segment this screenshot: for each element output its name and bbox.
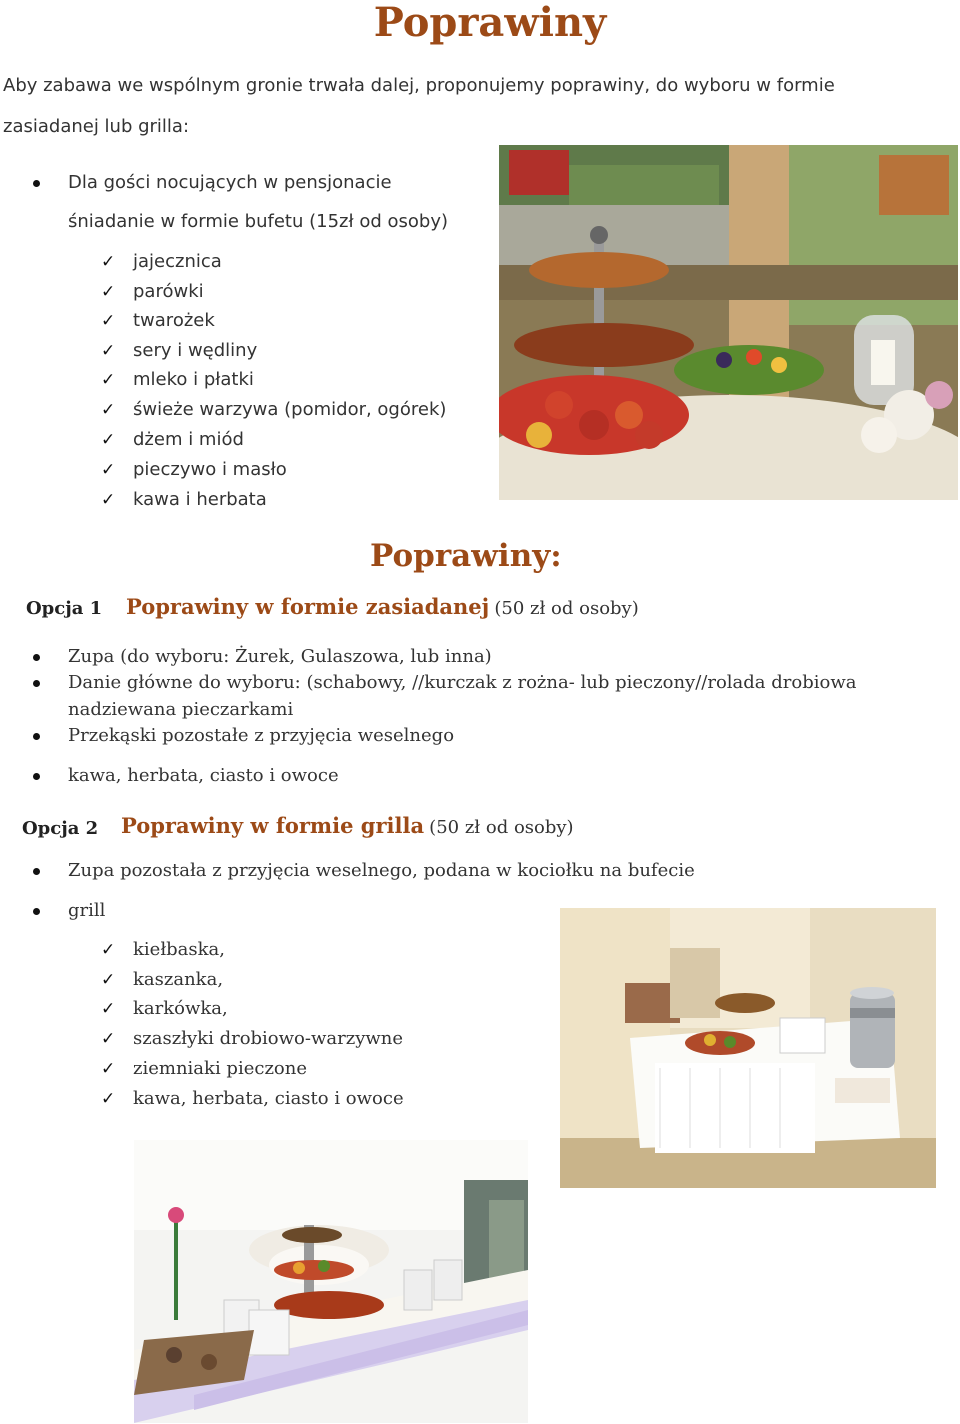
section-heading: Poprawiny: — [370, 538, 562, 574]
option2-item: Zupa pozostała z przyjęcia weselnego, podana w kociołku na bufecie — [68, 860, 695, 881]
list-item: kaszanka, — [133, 969, 224, 990]
bullet-icon — [33, 868, 40, 875]
list-item: parówki — [133, 281, 204, 302]
list-item: ziemniaki pieczone — [133, 1058, 308, 1079]
breakfast-subtitle: śniadanie w formie bufetu (15zł od osoby) — [68, 211, 448, 232]
check-icon: ✓ — [101, 252, 116, 272]
check-icon: ✓ — [101, 460, 116, 480]
list-item: kawa i herbata — [133, 489, 267, 510]
bullet-icon — [33, 908, 40, 915]
list-item: mleko i płatki — [133, 369, 254, 390]
option1-item: kawa, herbata, ciasto i owoce — [68, 765, 339, 786]
option2-header — [121, 813, 574, 838]
option1-price: (50 zł od osoby) — [494, 598, 639, 619]
option1-item-continued: nadziewana pieczarkami — [68, 699, 294, 720]
list-item: jajecznica — [133, 251, 222, 272]
check-icon: ✓ — [101, 1029, 116, 1049]
list-item: szaszłyki drobiowo-warzywne — [133, 1028, 404, 1049]
bullet-icon — [33, 773, 40, 780]
list-item: kawa, herbata, ciasto i owoce — [133, 1088, 404, 1109]
bullet-icon — [33, 680, 40, 687]
check-icon: ✓ — [101, 311, 116, 331]
list-item: twarożek — [133, 310, 215, 331]
bullet-icon — [33, 733, 40, 740]
check-icon: ✓ — [101, 1089, 116, 1109]
list-item: sery i wędliny — [133, 340, 258, 361]
check-icon: ✓ — [101, 999, 116, 1019]
check-icon: ✓ — [101, 1059, 116, 1079]
bullet-icon — [33, 180, 40, 187]
option1-title: Poprawiny w formie zasiadanej — [126, 594, 490, 619]
buffet-window-photo — [499, 145, 958, 500]
option1-item: Danie główne do wyboru: (schabowy, //kurczak z rożna- lub pieczony//rolada drobiowa — [68, 672, 857, 693]
list-item: karkówka, — [133, 998, 228, 1019]
bullet-icon — [33, 654, 40, 661]
list-item: dżem i miód — [133, 429, 244, 450]
check-icon: ✓ — [101, 341, 116, 361]
check-icon: ✓ — [101, 970, 116, 990]
buffet-table-photo — [560, 908, 936, 1188]
option1-item: Przekąski pozostałe z przyjęcia weselnego — [68, 725, 455, 746]
option2-price: (50 zł od osoby) — [429, 817, 574, 838]
check-icon: ✓ — [101, 370, 116, 390]
list-item: świeże warzywa (pomidor, ogórek) — [133, 399, 447, 420]
option2-item: grill — [68, 900, 106, 921]
intro-line-2: zasiadanej lub grilla: — [3, 116, 190, 137]
check-icon: ✓ — [101, 490, 116, 510]
check-icon: ✓ — [101, 430, 116, 450]
list-item: kiełbaska, — [133, 939, 226, 960]
intro-line-1: Aby zabawa we wspólnym gronie trwała dalej, proponujemy poprawiny, do wyboru w formie — [3, 75, 835, 96]
option1-item: Zupa (do wyboru: Żurek, Gulaszowa, lub inna) — [68, 646, 492, 667]
check-icon: ✓ — [101, 282, 116, 302]
long-buffet-photo — [134, 1140, 528, 1423]
option1-label: Opcja 1 — [26, 598, 103, 619]
page-title: Poprawiny — [373, 0, 607, 46]
option2-label: Opcja 2 — [22, 818, 99, 839]
check-icon: ✓ — [101, 940, 116, 960]
option1-header — [126, 594, 639, 619]
option2-title: Poprawiny w formie grilla — [121, 813, 425, 838]
breakfast-bullet: Dla gości nocujących w pensjonacie — [68, 172, 392, 193]
check-icon: ✓ — [101, 400, 116, 420]
list-item: pieczywo i masło — [133, 459, 287, 480]
